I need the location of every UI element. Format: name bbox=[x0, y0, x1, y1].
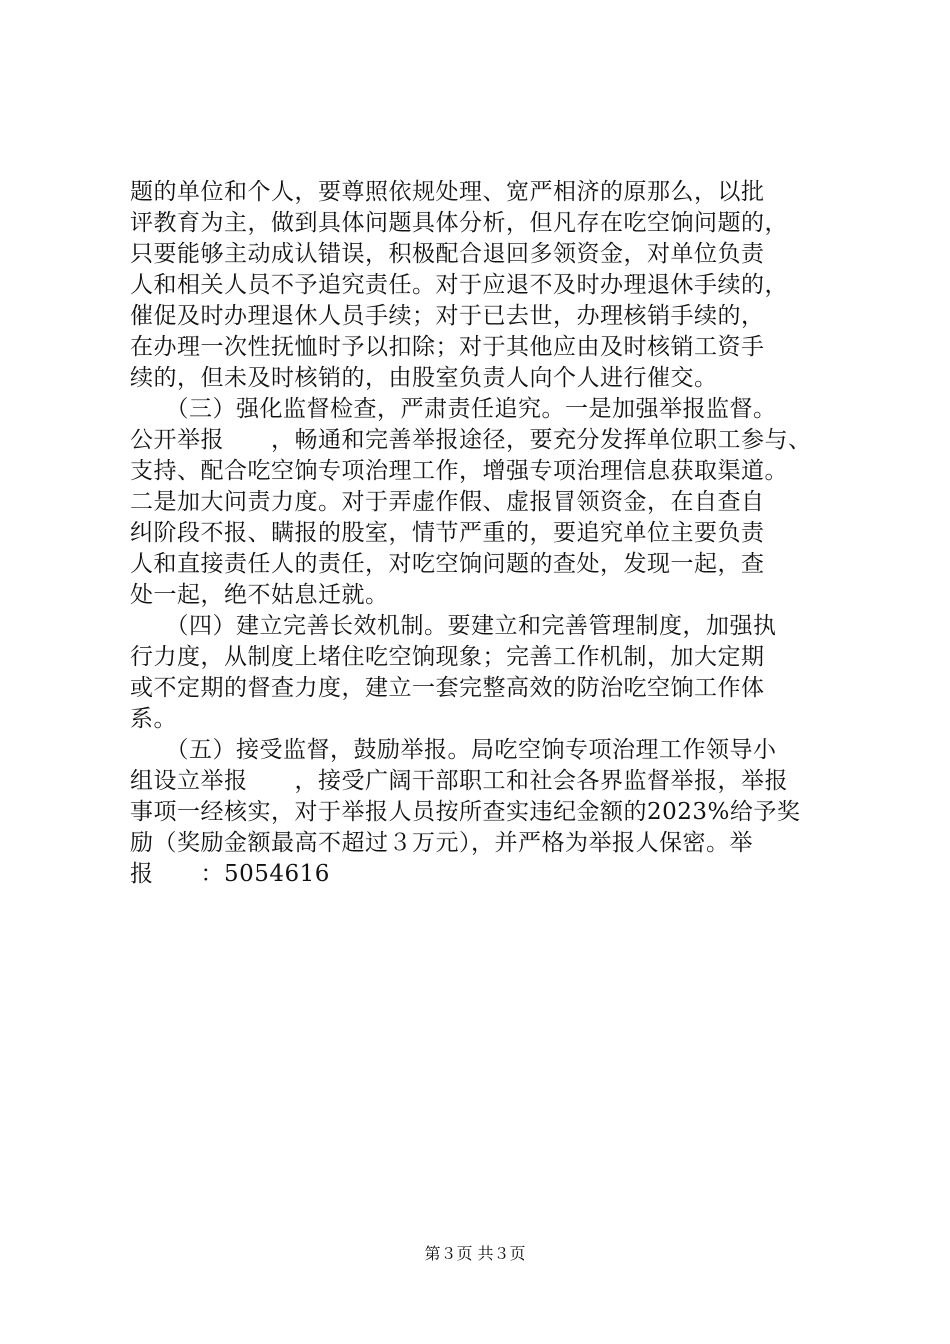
body-text-line: 处一起，绝不姑息迁就。 bbox=[130, 582, 389, 608]
section-heading-line: （四）建立完善长效机制。要建立和完善管理制度，加强执 bbox=[130, 613, 777, 639]
body-text-line: 续的，但未及时核销的，由股室负责人向个人进行催交。 bbox=[130, 365, 718, 391]
body-text-line: 组设立举报 ，接受广阔干部职工和社会各界监督举报，举报 bbox=[130, 768, 788, 794]
section-heading-line: （五）接受监督，鼓励举报。局吃空饷专项治理工作领导小 bbox=[130, 737, 777, 763]
body-text-line: 报 ：5054616 bbox=[130, 861, 330, 887]
body-text-line: 人和直接责任人的责任，对吃空饷问题的查处，发现一起，查 bbox=[130, 551, 765, 577]
body-text-line: 题的单位和个人，要尊照依规处理、宽严相济的原那么，以批 bbox=[130, 179, 765, 205]
body-text-line: 催促及时办理退休人员手续；对于已去世，办理核销手续的， bbox=[130, 303, 765, 329]
body-text-line: 励（奖励金额最高不超过３万元），并严格为举报人保密。举 bbox=[130, 830, 753, 856]
body-text-line: 人和相关人员不予追究责任。对于应退不及时办理退休手续的， bbox=[130, 272, 788, 298]
body-text-line: 只要能够主动成认错误，积极配合退回多领资金，对单位负责 bbox=[130, 241, 765, 267]
body-text-line: 二是加大问责力度。对于弄虚作假、虚报冒领资金，在自查自 bbox=[130, 489, 765, 515]
body-text-line: 行力度，从制度上堵住吃空饷现象；完善工作机制，加大定期 bbox=[130, 644, 765, 670]
body-text-line: 系。 bbox=[130, 706, 177, 732]
body-text-line: 在办理一次性抚恤时予以扣除；对于其他应由及时核销工资手 bbox=[130, 334, 765, 360]
body-text-line: 或不定期的督查力度，建立一套完整高效的防治吃空饷工作体 bbox=[130, 675, 765, 701]
body-text-line: 评教育为主，做到具体问题具体分析，但凡存在吃空饷问题的， bbox=[130, 210, 788, 236]
body-text-line: 纠阶段不报、瞒报的股室，情节严重的，要追究单位主要负责 bbox=[130, 520, 765, 546]
page-number-footer: 第３页 共３页 bbox=[424, 1244, 526, 1263]
body-text-line: 事项一经核实，对于举报人员按所查实违纪金额的2023%给予奖 bbox=[130, 799, 801, 825]
body-text-line: 支持、配合吃空饷专项治理工作，增强专项治理信息获取渠道。 bbox=[130, 458, 788, 484]
section-heading-line: （三）强化监督检查，严肃责任追究。一是加强举报监督。 bbox=[130, 396, 777, 422]
body-text-line: 公开举报 ，畅通和完善举报途径，要充分发挥单位职工参与、 bbox=[130, 427, 812, 453]
